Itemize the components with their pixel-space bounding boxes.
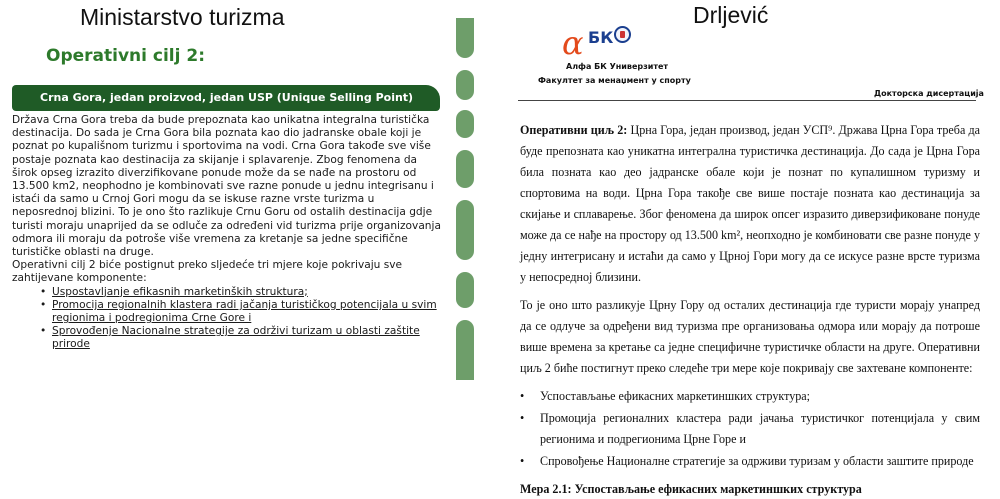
right-paragraph-2: То је оно што разликује Црну Гору од осталих дестинација где туристи морају унапред да се одлуче за одређени вид туризма пре организовања одмора или морају да потроше више времена за кретање са једне специфичне туристичке области на друге. Оперативни циљ 2 биће постигнут преко следеће три мере које покривају све захтеване компоненте: — [520, 298, 980, 375]
left-measures-list — [40, 286, 442, 352]
left-paragraph: Država Crna Gora treba da bude prepoznata kao unikatna integralna turistička destinacija. Do sada je Crna Gora bila poznata kao dio jadranske obale koji je poznat po kupališnom turizmu i sportovima na vodi. Crna Gora takođe sve više postaje poznata kao destinacija za skijanje i splavarenje. Zbog fenomena da širok opseg izrazito diverzifikovane ponude može da se nađe na prostoru od 13.500 km2, neophodno je kombinovati sve razne ponude u jednu integrisanu i istaći da samo u Crnoj Gori mogu da se iskuse razne vrste turizma u neposrednoj blizini. To je ono što razlikuje Crnu Goru od ostalih destinacija gdje turisti moraju unaprijed da se odluče za određeni vid turizma prije organizovanja odmora ili moraju da potroše više vremena za kretanje sa jedne specifične turističke oblasti na druge. — [12, 114, 441, 259]
university-name: Алфа БК Универзитет — [566, 62, 669, 71]
faculty-name: Факултет за менаџмент у спорту — [538, 76, 691, 85]
left-document-panel — [0, 0, 450, 499]
measure-heading: Мера 2.1: Успостављање ефикасних маркетиншких структура — [520, 482, 862, 496]
section-title: Crna Gora, jedan proizvod, jedan USP (Unique Selling Point) — [40, 91, 414, 104]
paragraph-text: Црна Гора, један производ, један УСП⁹. Држава Црна Гора треба да буде препозната као уникатна интегрална туристичка дестинација. До сада је Црна Гора била позната као део јадранске обале који је познат по купалишном туризму и спортовима на води. Црна Гора такође све више постаје позната као дестинација за скијање и сплаварење. Због феномена да широк опсег изразито диверзификоване понуде може да се нађе на простору од 13.500 km², неопходно је комбиновати све разне понуде у једну интегрисану и истаћи да само у Црној Гори могу да се искусе разне врсте туризма у непосредној близини. — [520, 123, 980, 284]
right-body-text — [520, 120, 980, 499]
alpha-logo-icon: α — [562, 24, 584, 62]
list-item: • Promocija regionalnih klastera radi jačanja turističkog potencijala u svim regionima i podregionima Crne Gore i — [40, 299, 442, 325]
list-item: • Sprovođenje Nacionalne strategije za održivi turizam u oblasti zaštite prirode — [40, 325, 442, 351]
left-panel-title: Ministarstvo turizma — [80, 4, 285, 30]
list-item: • Uspostavljanje efikasnih marketinških struktura; — [40, 286, 442, 299]
left-paragraph-2: Operativni cilj 2 biće postignut preko sljedeće tri mjere koje pokrivaju sve zahtijevane komponente: — [12, 259, 403, 285]
right-document-panel — [500, 0, 1000, 499]
seal-icon — [614, 26, 631, 43]
university-logo — [562, 26, 632, 62]
goal-heading: Operativni cilj 2: — [46, 46, 205, 66]
list-item: • Успостављање ефикасних маркетиншких структура; — [520, 386, 980, 407]
left-body-text — [12, 114, 442, 352]
header-divider — [518, 100, 976, 101]
decorative-stripe — [456, 18, 474, 380]
paragraph-lead: Оперативни циљ 2: — [520, 123, 628, 137]
section-title-bar — [12, 85, 440, 111]
list-item: • Промоција регионалних кластера ради јачања туристичког потенцијала у свим регионима и подрегионима Црне Горе и — [520, 408, 980, 450]
bk-logo-text: БК — [588, 28, 614, 47]
list-item: • Спровођење Националне стратегије за одрживи туризам у области заштите природе — [520, 451, 980, 472]
right-measures-list — [520, 386, 980, 472]
dissertation-label: Докторска дисертација — [874, 89, 984, 98]
right-paragraph-1 — [520, 120, 980, 288]
right-panel-title: Drljević — [693, 2, 769, 28]
